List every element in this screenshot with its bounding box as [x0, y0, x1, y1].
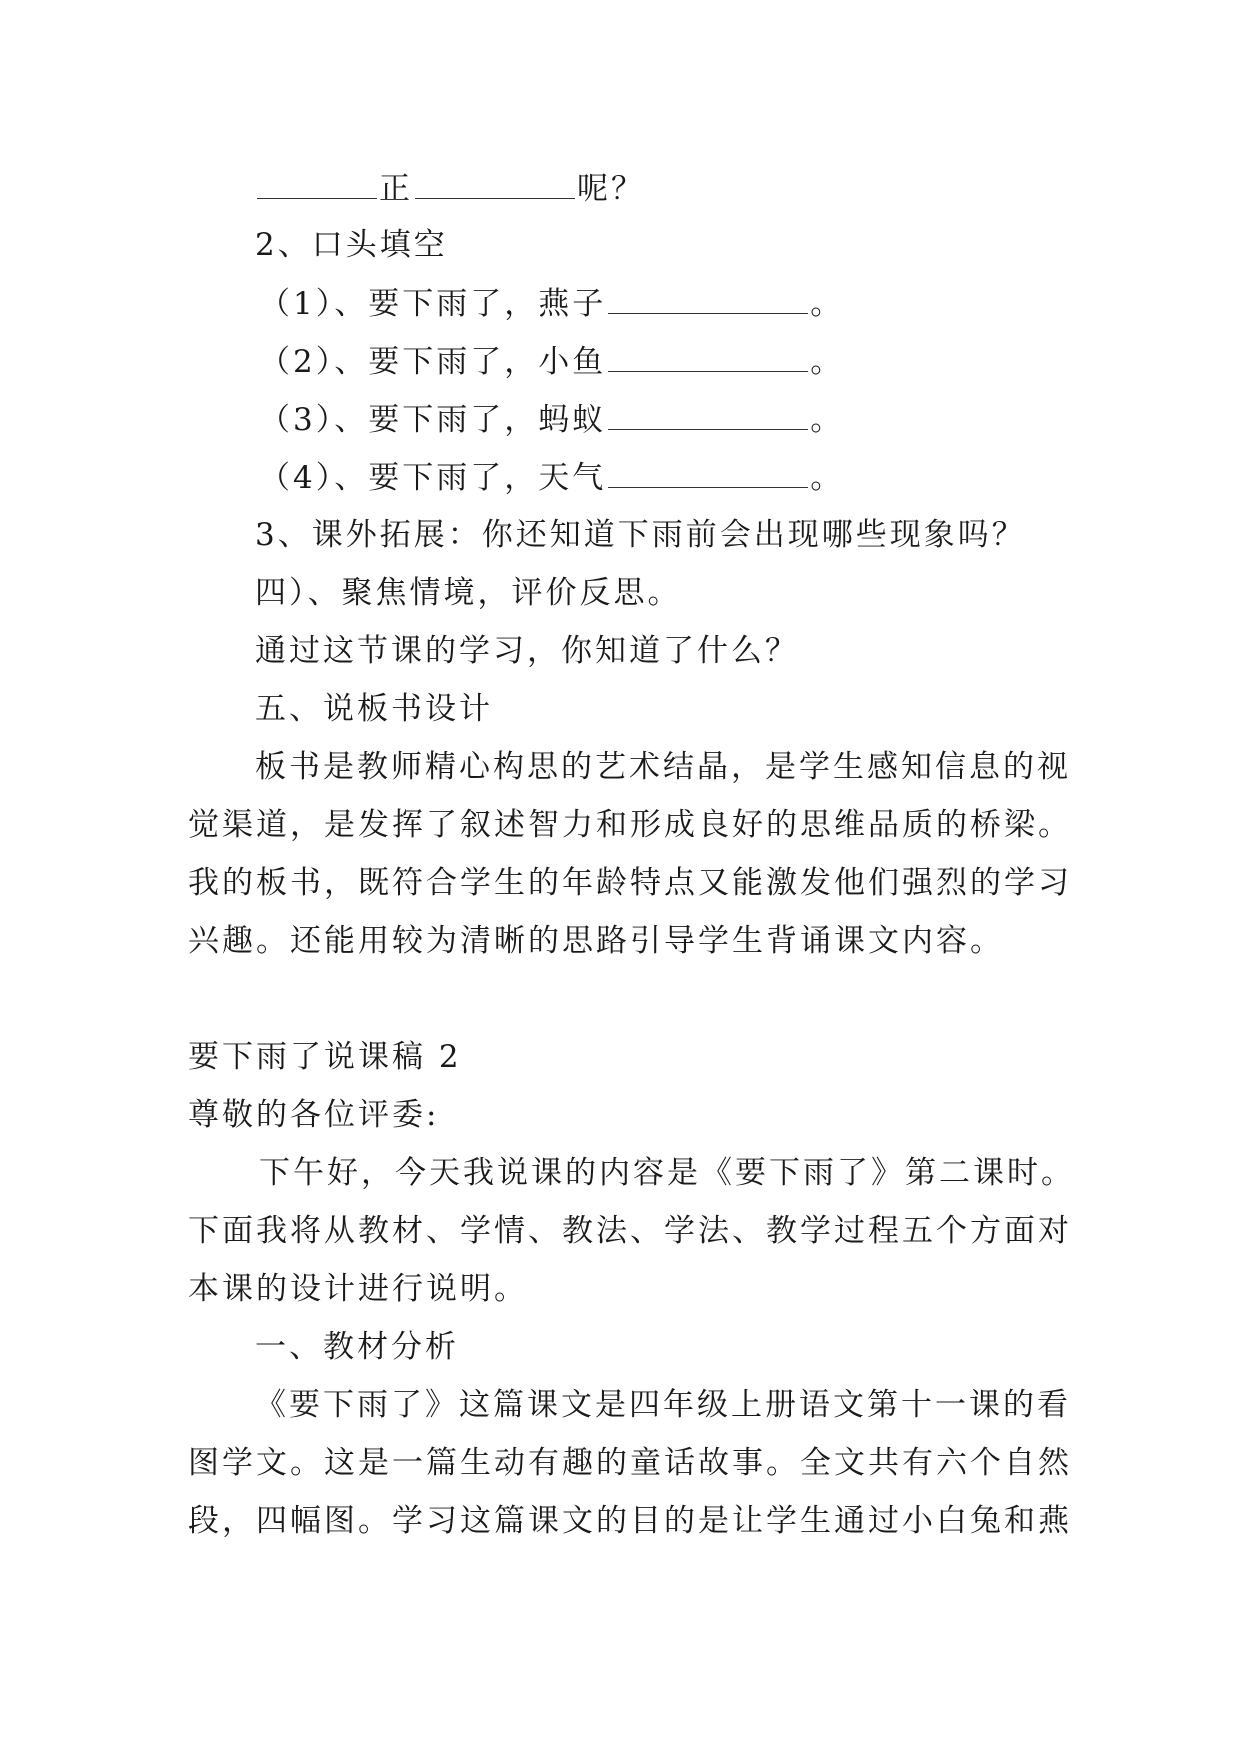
oral-item-3: [259, 399, 844, 440]
oral-item-end: 。: [810, 402, 845, 438]
intro-paragraph-line: 下面我将从教材、学情、教法、学法、教学过程五个方面对: [188, 1213, 1072, 1249]
oral-item-end: 。: [810, 286, 845, 322]
fill-blank-question: [255, 168, 645, 209]
reflection-question: 通过这节课的学习，你知道了什么？: [255, 633, 799, 669]
board-paragraph-line: 兴趣。还能用较为清晰的思路引导学生背诵课文内容。: [188, 923, 1004, 959]
document-title-2: 要下雨了说课稿 2: [188, 1039, 462, 1075]
section-5-heading: 五、说板书设计: [255, 691, 493, 727]
analysis-paragraph-line: 《要下雨了》这篇课文是四年级上册语文第十一课的看: [255, 1387, 1071, 1423]
fill-mid-text: 正: [379, 171, 413, 207]
oral-item-1: [259, 283, 844, 324]
section-4-heading: 四）、聚焦情境，评价反思。: [255, 575, 682, 611]
oral-item-text: （2）、要下雨了，小鱼: [259, 344, 607, 380]
intro-paragraph-line: 下午好，今天我说课的内容是《要下雨了》第二课时。: [259, 1155, 1075, 1191]
analysis-paragraph-line: 图学文。这是一篇生动有趣的童话故事。全文共有六个自然: [188, 1445, 1072, 1481]
fill-end-text: 呢？: [577, 171, 645, 207]
oral-item-text: （1）、要下雨了，燕子: [259, 286, 607, 322]
section-1-heading: 一、教材分析: [255, 1329, 459, 1365]
blank-2: [415, 168, 575, 199]
oral-item-text: （3）、要下雨了，蚂蚁: [259, 402, 607, 438]
extension-question: 3、课外拓展：你还知道下雨前会出现哪些现象吗？: [255, 517, 1026, 553]
oral-item-2: [259, 341, 844, 382]
oral-item-4: [259, 457, 844, 498]
oral-item-end: 。: [810, 344, 845, 380]
oral-fill-heading: 2、口头填空: [255, 227, 448, 263]
intro-paragraph-line: 本课的设计进行说明。: [188, 1271, 528, 1307]
answer-blank: [608, 283, 808, 314]
board-paragraph-line: 板书是教师精心构思的艺术结晶，是学生感知信息的视: [255, 749, 1071, 785]
blank-1: [257, 168, 377, 199]
board-paragraph-line: 觉渠道，是发挥了叙述智力和形成良好的思维品质的桥梁。: [188, 807, 1072, 843]
board-paragraph-line: 我的板书，既符合学生的年龄特点又能激发他们强烈的学习: [188, 865, 1072, 901]
analysis-paragraph-line: 段，四幅图。学习这篇课文的目的是让学生通过小白兔和燕: [188, 1503, 1072, 1539]
answer-blank: [608, 341, 808, 372]
answer-blank: [608, 457, 808, 488]
oral-item-text: （4）、要下雨了，天气: [259, 460, 607, 496]
greeting: 尊敬的各位评委:: [188, 1097, 440, 1133]
oral-item-end: 。: [810, 460, 845, 496]
answer-blank: [608, 399, 808, 430]
